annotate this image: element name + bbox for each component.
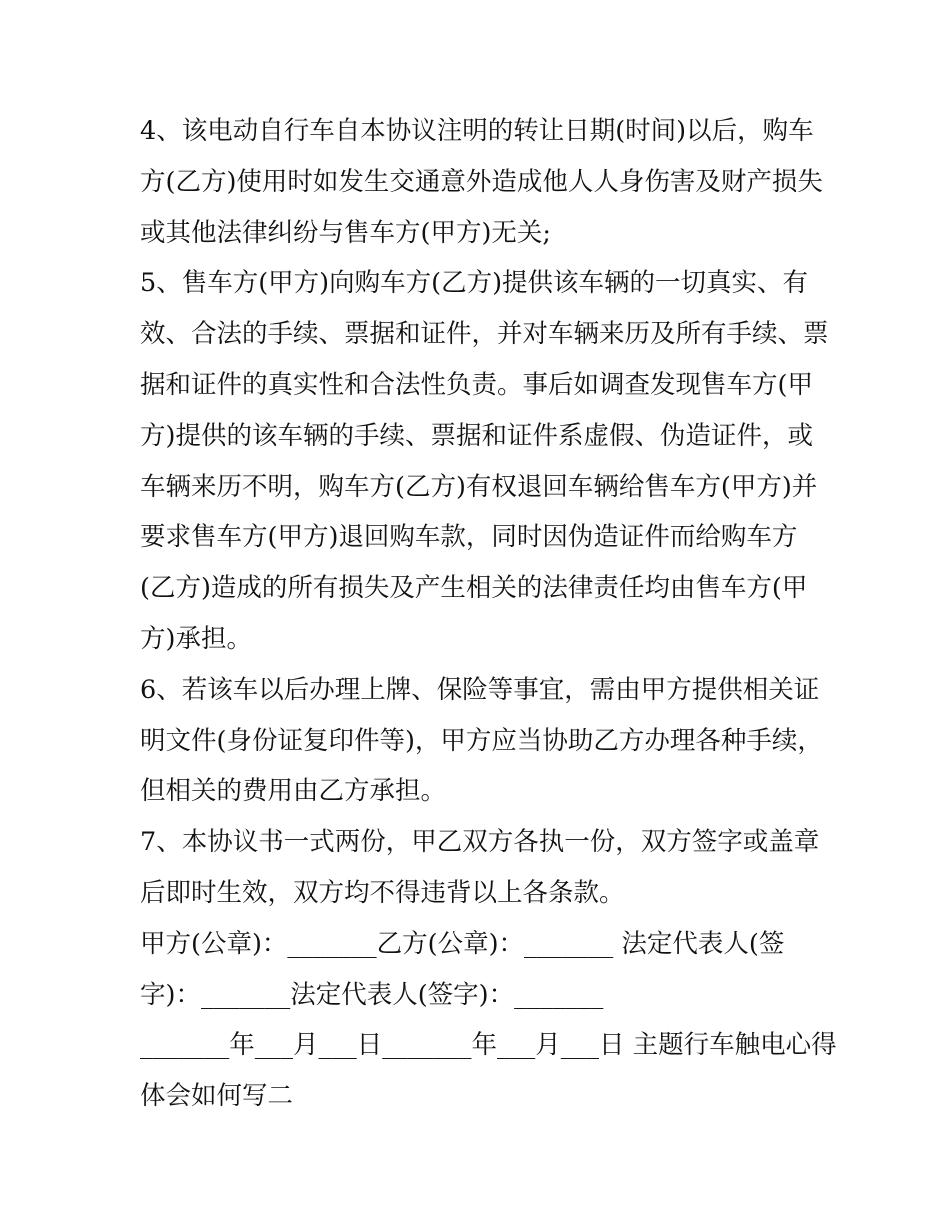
text-line: 车辆来历不明，购车方(乙方)有权退回车辆给售车方(甲方)并: [140, 471, 818, 502]
date-line: _______年___月___日_______年___月___日 主题行车触电心得: [140, 1030, 837, 1061]
text-line: 效、合法的手续、票据和证件，并对车辆来历及所有手续、票: [140, 319, 829, 350]
text-line: 方)提供的该车辆的手续、票据和证件系虚假、伪造证件，或: [140, 420, 813, 451]
text-line: 6、若该车以后办理上牌、保险等事宜，需由甲方提供相关证: [140, 674, 820, 705]
text-line: 或其他法律纠纷与售车方(甲方)无关;: [140, 217, 551, 248]
text-line: 但相关的费用由乙方承担。: [140, 776, 447, 807]
text-line: 后即时生效，双方均不得违背以上各条款。: [140, 877, 625, 908]
text-line: 体会如何写二: [140, 1081, 294, 1112]
text-line: 明文件(身份证复印件等)，甲方应当协助乙方办理各种手续，: [140, 725, 823, 756]
text-line: 方)承担。: [140, 623, 252, 654]
text-line: 据和证件的真实性和合法性负责。事后如调查发现售车方(甲: [140, 369, 813, 400]
text-line: 4、该电动自行车自本协议注明的转让日期(时间)以后，购车: [140, 116, 814, 146]
text-line: 方(乙方)使用时如发生交通意外造成他人人身伤害及财产损失: [140, 166, 823, 197]
text-line: 5、售车方(甲方)向购车方(乙方)提供该车辆的一切真实、有: [140, 268, 809, 299]
text-line: 7、本协议书一式两份，甲乙双方各执一份，双方签字或盖章: [140, 827, 820, 858]
document-body: [140, 106, 837, 1122]
signature-line: 字)：_______法定代表人(签字)：_______: [140, 979, 604, 1010]
text-line: 要求售车方(甲方)退回购车款，同时因伪造证件而给购车方: [140, 522, 798, 553]
text-line: (乙方)造成的所有损失及产生相关的法律责任均由售车方(甲: [140, 573, 808, 604]
signature-line: 甲方(公章)：_______乙方(公章)：_______ 法定代表人(签: [140, 928, 785, 959]
